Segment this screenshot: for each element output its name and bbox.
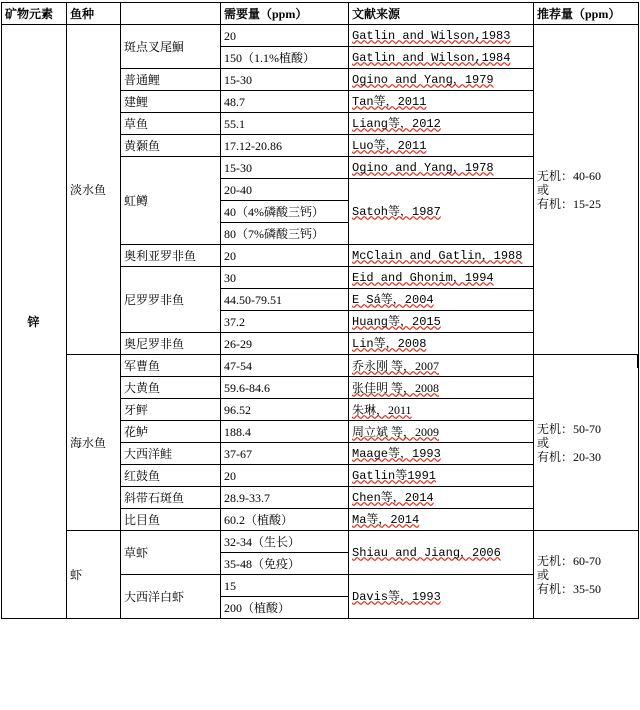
- recommended-dose: 无机：50-70 或 有机：20-30: [534, 355, 639, 531]
- zinc-requirement-table: [1, 2, 639, 619]
- species-name: 斑点叉尾鮰: [121, 25, 221, 69]
- species-name: 奥利亚罗非鱼: [121, 245, 221, 267]
- recommended-dose: 无机：60-70 或 有机：35-50: [534, 531, 639, 619]
- species-name: 普通鲤: [121, 69, 221, 91]
- header-recommended: 推荐量（ppm）: [534, 3, 639, 25]
- reference-citation: Maage等，1993: [349, 443, 534, 465]
- requirement-value: 26-29: [221, 333, 349, 355]
- table-row: [2, 531, 639, 553]
- recommended-dose: 无机：40-60 或 有机：15-25: [534, 25, 639, 355]
- requirement-value: 48.7: [221, 91, 349, 113]
- fish-group-name: 虾: [67, 531, 121, 619]
- reference-citation: Gatlin and Wilson,1983: [349, 25, 534, 47]
- species-name: 比目鱼: [121, 509, 221, 531]
- reference-citation: McClain and Gatlin，1988: [349, 245, 534, 267]
- reference-citation: Ogino and Yang，1978: [349, 157, 534, 179]
- table-row: [2, 355, 639, 377]
- reference-citation: 朱琳，2011: [349, 399, 534, 421]
- reference-citation: Ogino and Yang，1979: [349, 69, 534, 91]
- species-name: 花鲈: [121, 421, 221, 443]
- species-name: 军曹鱼: [121, 355, 221, 377]
- header-mineral: 矿物元素: [2, 3, 67, 25]
- reference-citation: Chen等，2014: [349, 487, 534, 509]
- requirement-value: 20: [221, 25, 349, 47]
- header-reference: 文献来源: [349, 3, 534, 25]
- requirement-value: 35-48（免疫）: [221, 553, 349, 575]
- page-edge-tick: [637, 354, 638, 368]
- table-row: [2, 25, 639, 47]
- header-requirement: 需要量（ppm）: [221, 3, 349, 25]
- requirement-value: 28.9-33.7: [221, 487, 349, 509]
- table-body: [2, 3, 639, 619]
- reference-citation: Gatlin等1991: [349, 465, 534, 487]
- reference-citation: Huang等，2015: [349, 311, 534, 333]
- document-sheet: [0, 2, 640, 710]
- reference-citation: Liang等，2012: [349, 113, 534, 135]
- species-name: 虹鳟: [121, 157, 221, 245]
- requirement-value: 20: [221, 245, 349, 267]
- requirement-value: 15: [221, 575, 349, 597]
- requirement-value: 60.2（植酸）: [221, 509, 349, 531]
- header-species: [121, 3, 221, 25]
- requirement-value: 17.12-20.86: [221, 135, 349, 157]
- species-name: 建鲤: [121, 91, 221, 113]
- requirement-value: 30: [221, 267, 349, 289]
- fish-group-name: 淡水鱼: [67, 25, 121, 355]
- reference-citation: Ma等，2014: [349, 509, 534, 531]
- reference-citation: Davis等，1993: [349, 575, 534, 619]
- requirement-value: 15-30: [221, 157, 349, 179]
- species-name: 红鼓鱼: [121, 465, 221, 487]
- species-name: 草鱼: [121, 113, 221, 135]
- requirement-value: 20-40: [221, 179, 349, 201]
- reference-citation: Lin等，2008: [349, 333, 534, 355]
- fish-group-name: 海水鱼: [67, 355, 121, 531]
- requirement-value: 44.50-79.51: [221, 289, 349, 311]
- species-name: 尼罗罗非鱼: [121, 267, 221, 333]
- mineral-name: 锌: [2, 25, 67, 619]
- species-name: 黄颡鱼: [121, 135, 221, 157]
- requirement-value: 188.4: [221, 421, 349, 443]
- requirement-value: 20: [221, 465, 349, 487]
- requirement-value: 59.6-84.6: [221, 377, 349, 399]
- table-header-row: [2, 3, 639, 25]
- reference-citation: 周立斌 等，2009: [349, 421, 534, 443]
- reference-citation: Luo等，2011: [349, 135, 534, 157]
- requirement-value: 150（1.1%植酸）: [221, 47, 349, 69]
- requirement-value: 15-30: [221, 69, 349, 91]
- species-name: 草虾: [121, 531, 221, 575]
- reference-citation: Satoh等，1987: [349, 179, 534, 245]
- reference-citation: Shiau and Jiang，2006: [349, 531, 534, 575]
- header-group: 鱼种: [67, 3, 121, 25]
- species-name: 奥尼罗非鱼: [121, 333, 221, 355]
- species-name: 大西洋鲑: [121, 443, 221, 465]
- species-name: 斜带石斑鱼: [121, 487, 221, 509]
- requirement-value: 40（4%磷酸三钙）: [221, 201, 349, 223]
- reference-citation: E Sá等，2004: [349, 289, 534, 311]
- reference-citation: Gatlin and Wilson,1984: [349, 47, 534, 69]
- reference-citation: Tan等，2011: [349, 91, 534, 113]
- reference-citation: 张佳明 等，2008: [349, 377, 534, 399]
- species-name: 大黄鱼: [121, 377, 221, 399]
- requirement-value: 55.1: [221, 113, 349, 135]
- species-name: 牙鲆: [121, 399, 221, 421]
- reference-citation: Eid and Ghonim，1994: [349, 267, 534, 289]
- requirement-value: 32-34（生长）: [221, 531, 349, 553]
- requirement-value: 47-54: [221, 355, 349, 377]
- species-name: 大西洋白虾: [121, 575, 221, 619]
- requirement-value: 200（植酸）: [221, 597, 349, 619]
- reference-citation: 乔永刚 等，2007: [349, 355, 534, 377]
- requirement-value: 37.2: [221, 311, 349, 333]
- requirement-value: 37-67: [221, 443, 349, 465]
- requirement-value: 96.52: [221, 399, 349, 421]
- requirement-value: 80（7%磷酸三钙）: [221, 223, 349, 245]
